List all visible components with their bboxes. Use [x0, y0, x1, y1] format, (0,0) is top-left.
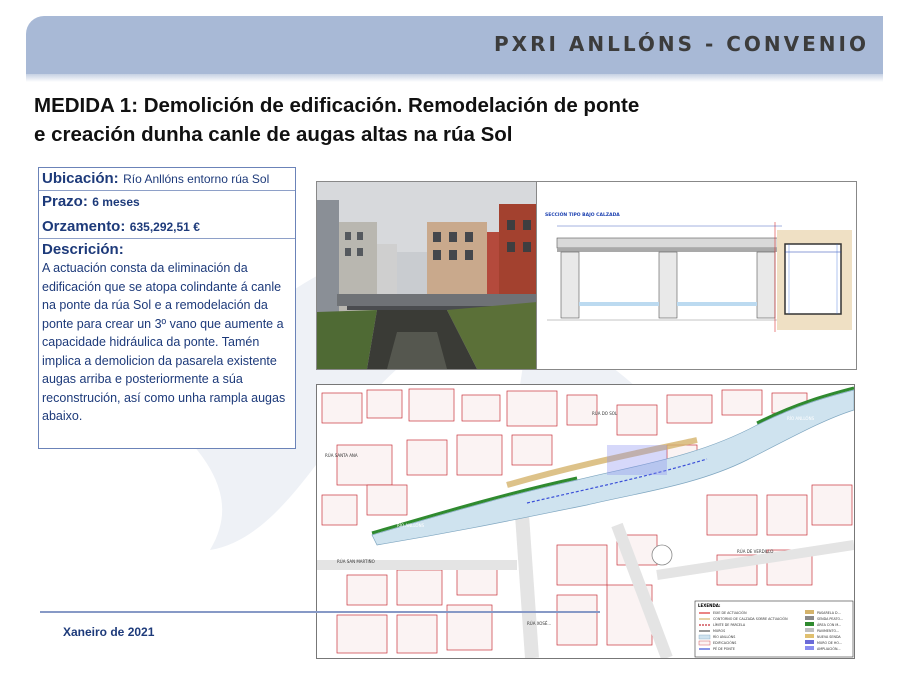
slide-title-line2: e creación dunha canle de augas altas na rúa Sol: [34, 123, 513, 146]
map-label-rio-1: RÍO ANLLÓNS: [397, 523, 425, 528]
map-label-sol: RÚA DO SOL: [592, 411, 618, 416]
map-label-santa-ana: RÚA SANTA ANA: [325, 453, 358, 458]
slide-title: [34, 91, 734, 149]
orzamento-label: Orzamento:: [42, 218, 126, 235]
slide-title-line1: MEDIDA 1: Demolición de edificación. Remodelación de ponte: [34, 94, 640, 117]
descripcion-text: A actuación consta da eliminación da edificación que se atopa colindante á canle na ponte da rúa Sol e a remodelación da ponte para crear un 3º vano que aumente a capacidade hidráulica da ponte. Tamén implica a demolicion da pasarela existente augas arriba e posteriormente a súa reconstrución, así como unha rampla augas abaixo.: [42, 261, 286, 423]
legend-right-6: AMPLIACIÓN...: [817, 647, 841, 651]
prazo-label: Prazo:: [42, 193, 88, 210]
legend-right-2: ÁREA CON M...: [817, 623, 842, 627]
legend-left-1: CONTORNO DE CALZADA SOBRE ACTUACIÓN: [713, 617, 788, 621]
map-label-verdillo: RÚA DE VERDILLO: [737, 549, 774, 554]
prazo-value: 6 meses: [92, 195, 140, 209]
ubicacion-value: Río Anllóns entorno rúa Sol: [123, 172, 270, 186]
descripcion-label: Descrición:: [42, 241, 124, 258]
legend-left-6: PÉ DE PONTE: [713, 647, 735, 651]
header-title: PXRI ANLLÓNS - CONVENIO: [494, 32, 869, 56]
footer-divider: [40, 611, 600, 613]
bridge-photo: [316, 181, 538, 370]
site-plan-map: [316, 384, 855, 659]
ubicacion-row: [39, 168, 295, 191]
legend-right-4: NUEVA SENDA: [817, 635, 841, 639]
bridge-section-drawing: [536, 181, 857, 370]
legend-right-1: SENDA PEATO...: [817, 617, 844, 621]
footer-date: Xaneiro de 2021: [63, 625, 155, 639]
prazo-row: [39, 191, 295, 213]
legend-left-2: LÍMITE DE PARCELA: [713, 623, 746, 627]
section-title: SECCIÓN TIPO BAJO CALZADA: [545, 213, 620, 218]
descripcion-row: [39, 239, 295, 428]
legend-left-4: RÍO ANLLÓNS: [713, 635, 736, 639]
legend-right-0: PASARELA D...: [817, 611, 841, 615]
orzamento-row: [39, 213, 295, 239]
legend-left-0: EIXE DE ACTUACIÓN: [713, 611, 747, 615]
legend-title: LEXENDA:: [698, 603, 721, 608]
legend-left-5: EDIFICACIÓNS: [713, 641, 737, 645]
map-label-rio-2: RÍO ANLLÓNS: [787, 416, 815, 421]
ubicacion-label: Ubicación:: [42, 170, 119, 187]
map-legend: [695, 601, 853, 657]
info-box: [38, 167, 296, 449]
map-label-xose: RÚA XOSÉ...: [527, 621, 552, 626]
legend-right-5: MURO DE HO...: [817, 641, 842, 645]
map-label-san-martino: RÚA SAN MARTIÑO: [337, 559, 375, 564]
orzamento-value: 635,292,51 €: [129, 220, 200, 234]
legend-right-3: PAVIMENTO...: [817, 629, 840, 633]
header-band: [26, 16, 883, 76]
legend-left-3: MUROS: [713, 629, 726, 633]
